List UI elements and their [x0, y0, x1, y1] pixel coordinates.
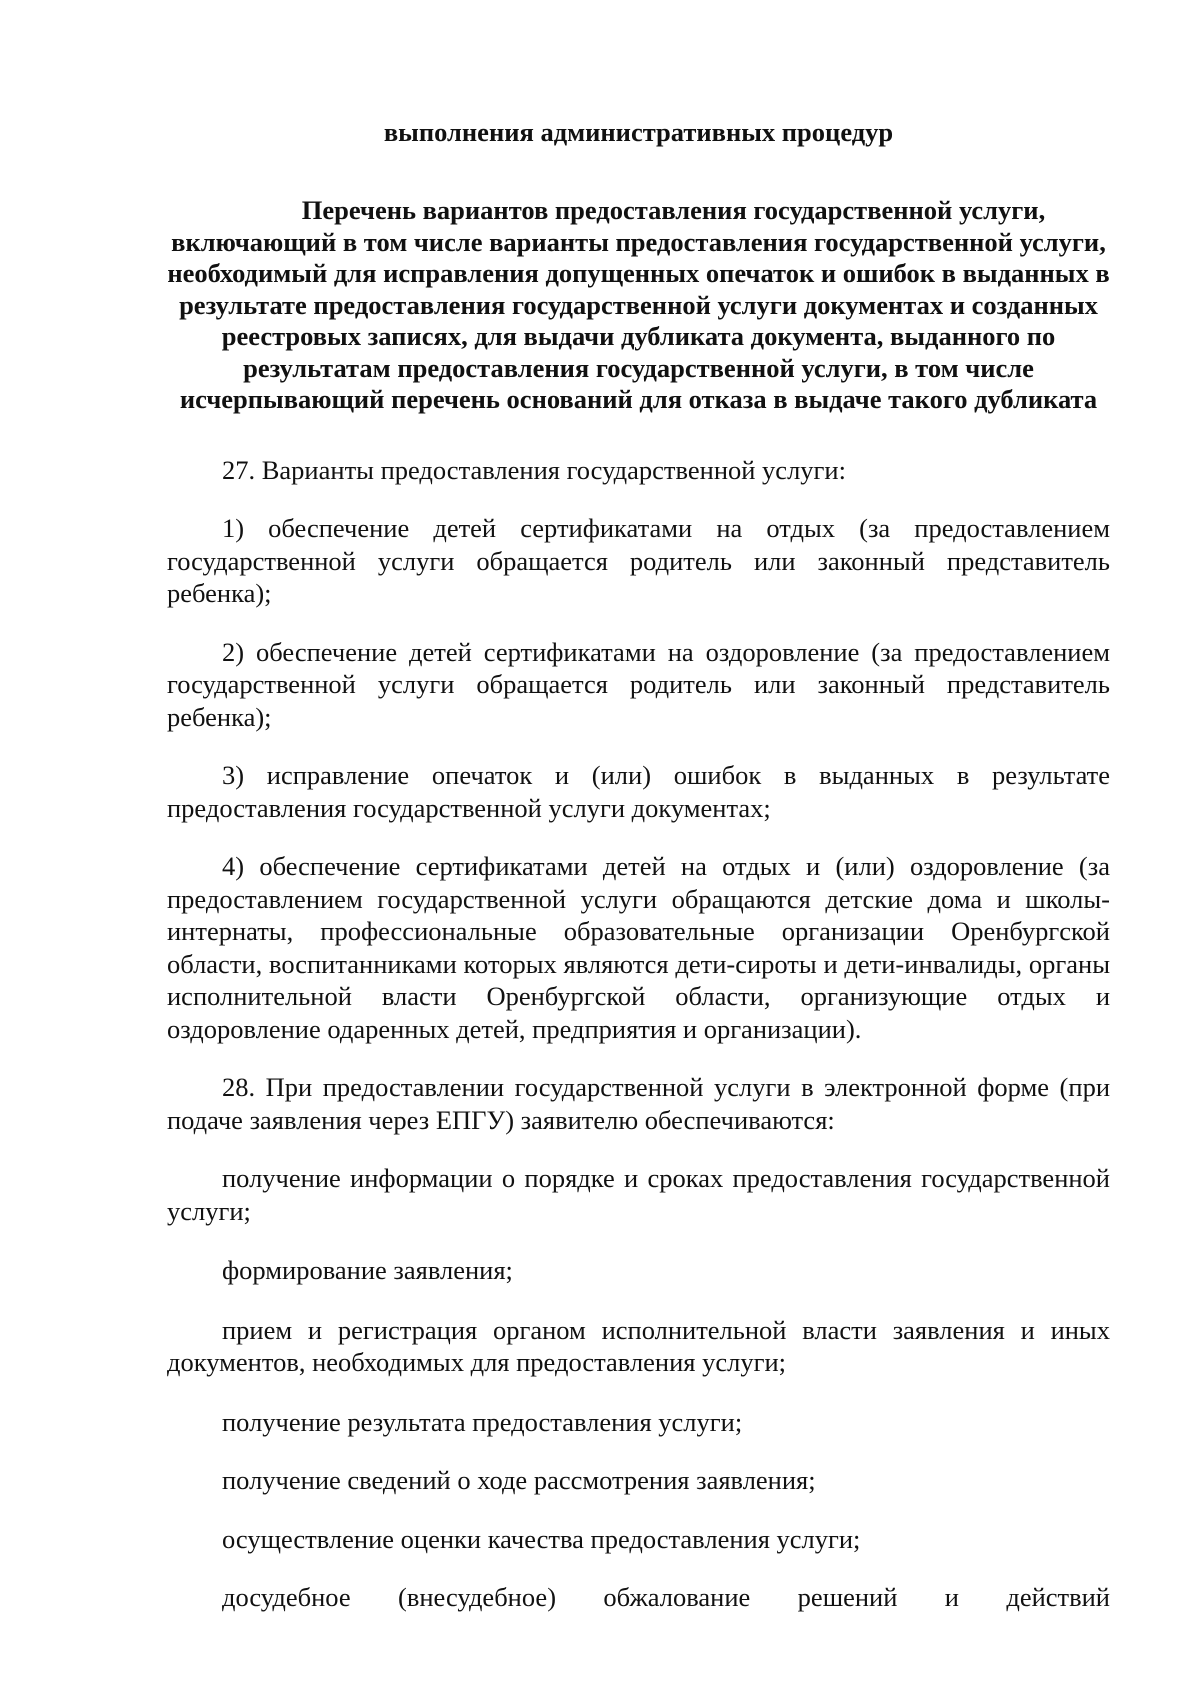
document-body	[167, 116, 1110, 1614]
provision-item-registration: прием и регистрация органом исполнительной власти заявления и иных документов, необходимых для предоставления услуги;	[167, 1314, 1110, 1377]
section-heading: Перечень вариантов предоставления государственной услуги, включающий в том числе варианты предоставления государственной услуги, необходимый для исправления допущенных опечаток и ошибок в выданных в результате предоставления государственной услуги документах и созданных реестровых записях, для выдачи дубликата документа, выданного по результатам предоставления государственной услуги, в том числе исчерпывающий перечень оснований для отказа в выдаче такого дубликата	[167, 195, 1110, 414]
provision-item-result: получение результата предоставления услуги;	[222, 1406, 743, 1437]
paragraph-27: 27. Варианты предоставления государственной услуги:	[222, 454, 846, 485]
list-item-3: 3) исправление опечаток и (или) ошибок в выданных в результате предоставления государственной услуги документах;	[167, 760, 1110, 823]
paragraph-28: 28. При предоставлении государственной услуги в электронной форме (при подаче заявления через ЕПГУ) заявителю обеспечиваются:	[167, 1072, 1110, 1135]
heading-continuation: выполнения административных процедур	[383, 117, 894, 147]
provision-item-information: получение информации о порядке и сроках предоставления государственной услуги;	[167, 1163, 1110, 1226]
provision-item-appeal: досудебное (внесудебное) обжалование решений и действий	[222, 1582, 1110, 1612]
list-item-4: 4) обеспечение сертификатами детей на отдых и (или) оздоровление (за предоставлением государственной услуги обращаются детские дома и школы-интернаты, профессиональные образовательные организации Оренбургской области, воспитанниками которых являются дети-сироты и дети-инвалиды, органы исполнительной власти Оренбургской области, организующие отдых и оздоровление одаренных детей, предприятия и организации).	[167, 851, 1110, 1044]
list-item-1: 1) обеспечение детей сертификатами на отдых (за предоставлением государственной услуги обращается родитель или законный представитель ребенка);	[167, 513, 1110, 608]
provision-item-quality-assessment: осуществление оценки качества предоставления услуги;	[222, 1523, 861, 1554]
provision-item-status: получение сведений о ходе рассмотрения заявления;	[222, 1465, 816, 1495]
list-item-2: 2) обеспечение детей сертификатами на оздоровление (за предоставлением государственной услуги обращается родитель или законный представитель ребенка);	[167, 636, 1110, 732]
provision-item-application-form: формирование заявления;	[222, 1255, 513, 1285]
